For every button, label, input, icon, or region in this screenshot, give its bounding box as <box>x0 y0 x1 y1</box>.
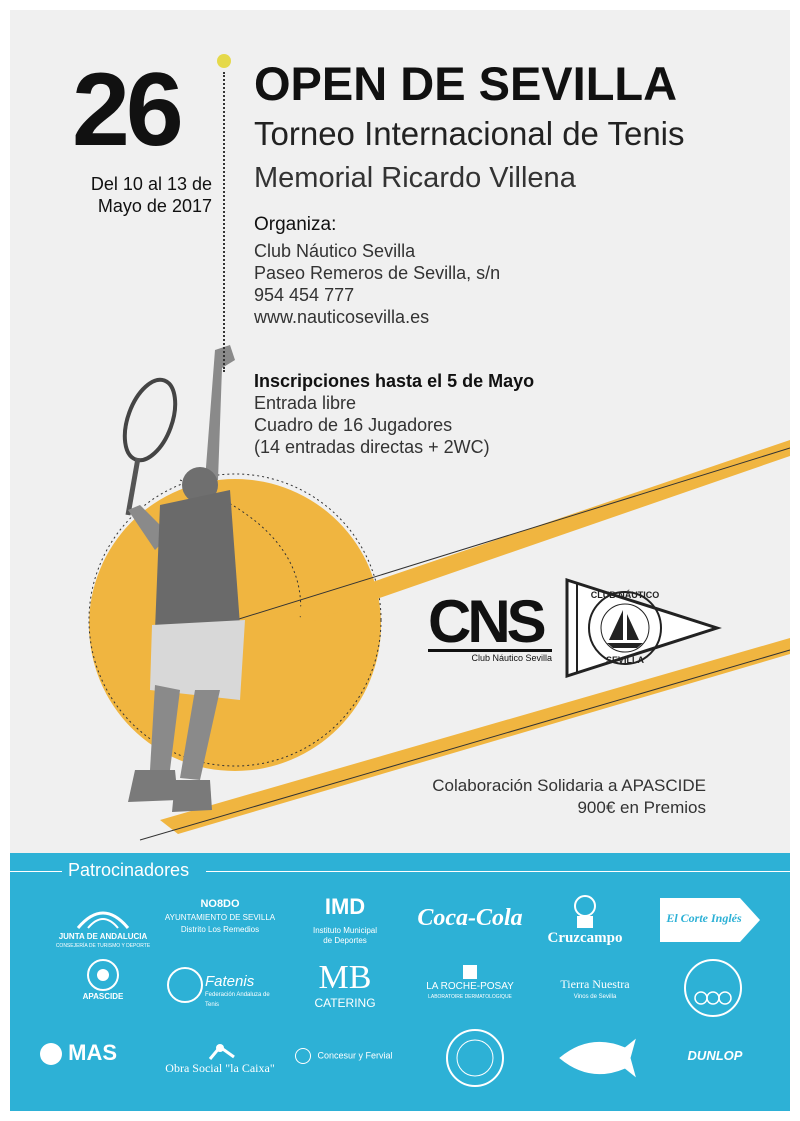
sponsor-ayuntamiento-sevilla <box>160 898 280 935</box>
pennant-top-text: CLUB NÁUTICO <box>590 590 660 600</box>
imd-sub-1: Instituto Municipal <box>312 926 378 935</box>
right-shoe <box>172 780 212 812</box>
cns-logo <box>428 588 552 663</box>
tierra-nuestra-name: Tierra Nuestra <box>560 977 630 991</box>
la-caixa-star-icon <box>160 1035 280 1061</box>
organizer-address: Paseo Remeros de Sevilla, s/n <box>254 263 501 283</box>
organizer-club: Club Náutico Sevilla <box>254 241 416 261</box>
sponsors-title: Patrocinadores <box>68 860 190 880</box>
tierra-nuestra-sub: Vinos de Sevilla <box>573 994 617 1000</box>
ayto-line: AYUNTAMIENTO DE SEVILLA <box>164 913 276 922</box>
pennant-bottom-text: SEVILLA <box>605 655 645 665</box>
dates-line-2: Mayo de 2017 <box>97 196 212 216</box>
fatenis-ball-icon <box>165 965 205 1005</box>
sponsor-fatenis <box>165 965 275 1010</box>
sponsors-rule-right <box>206 871 790 872</box>
sponsors-rule-left <box>10 871 62 872</box>
apascide-name: APASCIDE <box>82 992 124 1001</box>
sponsor-mb-catering <box>300 960 390 1010</box>
racket-head <box>115 373 185 467</box>
registration-block <box>254 370 534 458</box>
junta-logo-icon <box>48 898 158 932</box>
edition-number: 26 <box>72 52 180 168</box>
memorial-name: Memorial Ricardo Villena <box>254 162 576 194</box>
imd-sub-2: de Deportes <box>323 936 367 945</box>
olympic-rings-emblem-icon <box>678 958 748 1024</box>
organizer-web: www.nauticosevilla.es <box>254 307 430 327</box>
mb-sub: CATERING <box>314 996 376 1010</box>
organizer-block <box>254 214 500 328</box>
racket-handle <box>128 458 138 515</box>
sponsor-mas <box>40 1040 140 1066</box>
left-shoe <box>128 770 178 802</box>
junta-name: JUNTA DE ANDALUCIA <box>58 932 148 941</box>
sponsor-obra-social-la-caixa <box>160 1035 280 1076</box>
cns-logo-subtext: Club Náutico Sevilla <box>428 649 552 663</box>
apascide-emblem-icon <box>58 958 148 992</box>
dotted-divider <box>223 72 225 372</box>
dates-line-1: Del 10 al 13 de <box>90 174 212 194</box>
left-leg <box>150 685 180 770</box>
mas-cart-icon <box>40 1043 62 1065</box>
tennis-ball-icon <box>217 54 231 68</box>
sponsor-apascide <box>58 958 148 1001</box>
registration-entry: Entrada libre <box>254 393 357 413</box>
sponsor-imd <box>300 894 390 946</box>
la-roche-posay-sub: LABORATOIRE DERMATOLOGIQUE <box>428 994 512 1000</box>
federation-seal-icon <box>440 1025 510 1091</box>
sponsor-la-roche-posay <box>415 965 525 1002</box>
raised-arm <box>205 345 235 480</box>
mb-name: MB <box>318 959 372 996</box>
poster-subtitle: Torneo Internacional de Tenis <box>254 115 685 152</box>
mas-name: MAS <box>68 1040 118 1065</box>
ayto-sub: Distrito Los Remedios <box>180 925 260 934</box>
torso <box>155 490 240 630</box>
sponsor-cruzcampo <box>540 890 630 947</box>
sponsor-el-corte-ingles <box>660 898 760 942</box>
tournament-dates <box>50 173 212 217</box>
mercedes-star-icon <box>295 1048 311 1064</box>
charity-line-1: Colaboración Solidaria a APASCIDE <box>432 776 706 795</box>
la-roche-posay-name: LA ROCHE-POSAY <box>426 981 514 992</box>
sponsor-junta-andalucia <box>48 898 158 951</box>
ayto-mark: NO8DO <box>200 898 240 910</box>
poster <box>10 10 790 1111</box>
la-caixa-name: Obra Social "la Caixa" <box>165 1061 275 1075</box>
sponsor-dunlop: DUNLOP <box>687 1048 743 1063</box>
junta-sub: CONSEJERÍA DE TURISMO Y DEPORTE <box>55 943 151 949</box>
cns-logo-text: CNS <box>428 588 543 655</box>
registration-draw: Cuadro de 16 Jugadores <box>254 415 453 435</box>
fish-mascot-icon <box>550 1028 640 1088</box>
la-roche-posay-mark-icon <box>463 965 477 979</box>
cruzcampo-gambrinus-icon <box>540 890 630 930</box>
fatenis-name: Fatenis <box>205 973 255 990</box>
corte-ingles-name: El Corte Inglés <box>666 911 742 925</box>
organizer-phone: 954 454 777 <box>254 285 355 305</box>
right-leg <box>180 690 220 780</box>
cruzcampo-name: Cruzcampo <box>547 930 623 946</box>
organizer-label: Organiza: <box>254 214 337 235</box>
registration-heading: Inscripciones hasta el 5 de Mayo <box>254 371 535 391</box>
imd-name: IMD <box>324 894 366 919</box>
club-nautico-pennant-logo <box>565 578 725 678</box>
fatenis-sub: Federación Andaluza de Tenis <box>205 992 270 1008</box>
sponsor-coca-cola: Coca-Cola <box>417 905 523 931</box>
concesur-name: Concesur y Fervial <box>317 1050 393 1061</box>
poster-title: OPEN DE SEVILLA <box>254 57 678 110</box>
tennis-player-figure <box>100 340 270 830</box>
charity-note <box>370 775 706 819</box>
sponsor-concesur-fervial <box>295 1048 405 1064</box>
charity-line-2: 900€ en Premios <box>577 798 706 817</box>
sponsor-tierra-nuestra <box>540 977 650 1002</box>
registration-detail: (14 entradas directas + 2WC) <box>254 437 490 457</box>
